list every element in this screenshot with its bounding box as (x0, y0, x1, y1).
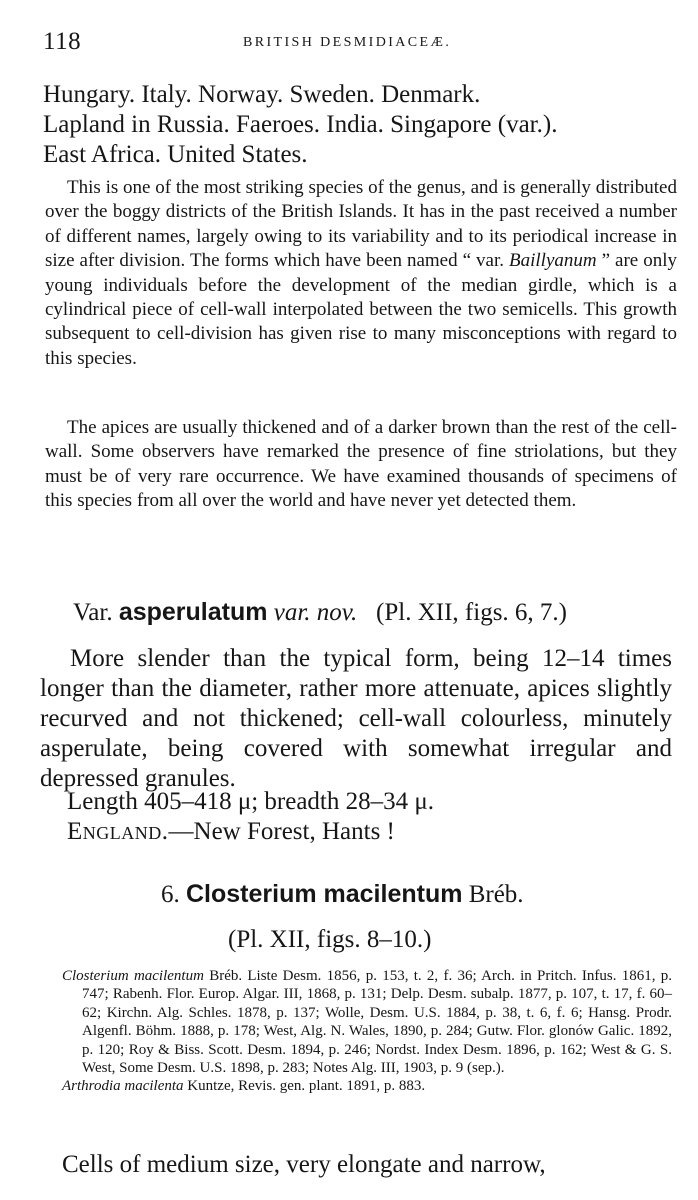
italic-variety-name: Baillyanum (509, 250, 597, 272)
paragraph-text: ” are only young individuals before the development of the median girdle, which is a cylindrical piece of cell-wall interpolated between the two semicells. This growth subsequent to cell-division has given rise to many misconceptions with regard to this species. (45, 250, 677, 369)
variety-status: var. nov. (273, 599, 358, 626)
synonymy-block (62, 967, 672, 1096)
distribution-line: Hungary. Italy. Norway. Sweden. Denmark. (43, 81, 481, 108)
variety-heading (73, 598, 567, 627)
page-header (43, 28, 672, 60)
species-heading (161, 880, 524, 909)
synonym-name: Closterium macilentum (62, 968, 204, 984)
variety-description: More slender than the typical form, being 12–14 times longer than the diameter, rather more attenuate, apices slightly recurved and not thickened; cell-wall colourless, minutely asperulate, being covered with somewhat irregular and depressed granules. (40, 645, 672, 792)
synonym-name: Arthrodia macilenta (62, 1078, 184, 1095)
variety-locality (67, 818, 395, 846)
paragraph-text: This is one of the most striking species of the genus, and is generally distributed over the boggy districts of the British Islands. It has in the past received a number of different names, largely owing to its variability and to its periodical increase in size after division. The forms which have been named “ var. (45, 177, 677, 272)
variety-plate: (Pl. XII, figs. 6, 7.) (376, 599, 568, 626)
species-name: Closterium macilentum (186, 880, 463, 908)
species-plate: (Pl. XII, figs. 8–10.) (228, 926, 432, 953)
variety-name: asperulatum (118, 598, 268, 626)
running-head: BRITISH DESMIDIACEÆ. (243, 35, 452, 50)
species-author: Bréb. (462, 881, 524, 908)
species-number: 6. (161, 881, 186, 908)
locality-country: England. (67, 818, 169, 845)
variety-prefix: Var. (73, 599, 119, 626)
variety-measurements: Length 405–418 μ; breadth 28–34 μ. (67, 788, 435, 815)
distribution-line: East Africa. United States. (43, 141, 308, 168)
synonym-references: Kuntze, Revis. gen. plant. 1891, p. 883. (183, 1078, 426, 1095)
locality-place: —New Forest, Hants ! (168, 818, 395, 845)
synonymy-entry (62, 967, 672, 1077)
distribution-line: Lapland in Russia. Faeroes. India. Singapore (var.). (43, 111, 558, 138)
paragraph-apices-note: The apices are usually thickened and of a darker brown than the rest of the cell-wall. Some observers have remarked the presence of fine striolations, but they must be of very rare occurrence. We have examined thousands of specimens of this species from all over the world and have never yet detected them. (45, 417, 677, 512)
synonymy-entry (62, 1077, 672, 1095)
page-number: 118 (43, 28, 82, 55)
synonym-references: Bréb. Liste Desm. 1856, p. 153, t. 2, f. 36; Arch. in Pritch. Infus. 1861, p. 747; Rabenh. Flor. Europ. Algar. III, 1868, p. 131; Delp. Desm. subalp. 1877, p. 107, t. 17, f. 60–62; Kirchn. Alg. Schles. 1878, p. 137; Wolle, Desm. U.S. 1884, p. 38, t. 6, f. 6; Hansg. Prodr. Algenfl. Böhm. 1888, p. 178; West, Alg. N. Wales, 1890, p. 284; Gutw. Flor. glonów Galic. 1892, p. 120; Roy & Biss. Scott. Desm. 1894, p. 246; Nordst. Index Desm. 1896, p. 162; West & G. S. West, Some Desm. U.S. 1898, p. 283; Notes Alg. III, 1903, p. 9 (sep.). (82, 968, 672, 1077)
description-start: Cells of medium size, very elongate and narrow, (62, 1151, 546, 1178)
distribution-list (43, 80, 683, 170)
paragraph-taxonomy-note (45, 176, 677, 371)
